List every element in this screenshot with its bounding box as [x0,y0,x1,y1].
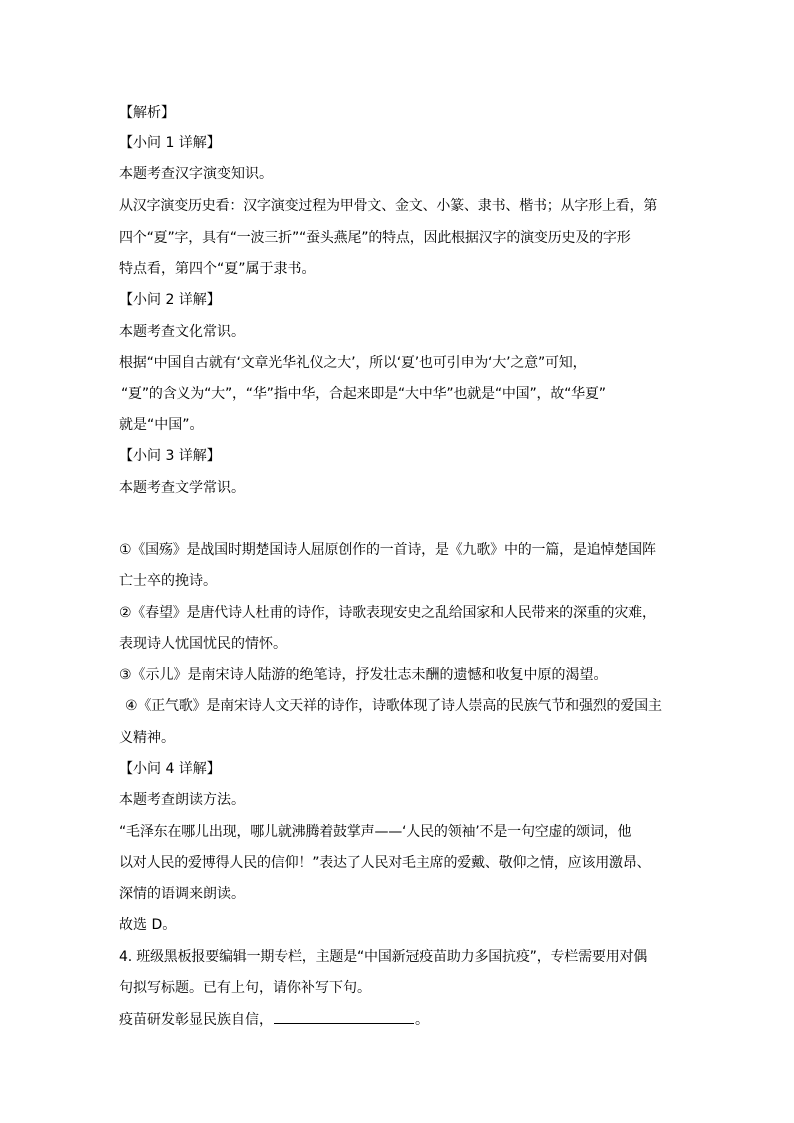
fill-in-prefix: 疫苗研发彰显民族自信， [119,1012,273,1028]
question-4-text: 句拟写标题。已有上句，请你补写下句。 [119,980,371,996]
text-line: 就是“中国”。 [119,417,204,433]
subquestion-4-heading: 【小问 4 详解】 [119,761,221,777]
text-line: 义精神。 [119,730,175,746]
text-line: 本题考查朗读方法。 [119,792,245,808]
fill-in-line [119,1009,684,1030]
fill-in-suffix: 。 [415,1012,429,1028]
text-line: 亡士卒的挽诗。 [119,573,217,589]
text-line: 表现诗人忧国忧民的情怀。 [119,636,287,652]
answer-blank[interactable] [274,1009,414,1024]
subquestion-2-heading: 【小问 2 详解】 [119,292,221,308]
text-line: 四个“夏”字，具有“一波三折”“蚕头燕尾”的特点，因此根据汉字的演变历史及的字形 [119,230,631,246]
question-4-text: 4. 班级黑板报要编辑一期专栏，主题是“中国新冠疫苗助力多国抗疫”，专栏需要用对偶 [119,949,648,965]
text-line: 特点看，第四个“夏”属于隶书。 [119,261,316,277]
text-line: “毛泽东在哪儿出现，哪儿就沸腾着鼓掌声——‘人民的领袖’不是一句空虚的颂词，他 [119,824,632,840]
text-line: “夏”的含义为“大”，“华”指中华，合起来即是“大中华”也就是“中国”，故“华夏” [121,386,606,402]
text-line: 以对人民的爱博得人民的信仰！”表达了人民对毛主席的爱戴、敬仰之情，应该用激昂、 [119,855,651,871]
text-line: ④《正气歌》是南宋诗人文天祥的诗作，诗歌体现了诗人崇高的民族气节和强烈的爱国主 [125,698,662,714]
text-line: 深情的语调来朗读。 [119,886,245,902]
text-line: 从汉字演变历史看：汉字演变过程为甲骨文、金文、小篆、隶书、楷书；从字形上看，第 [119,198,658,214]
text-line: ③《示儿》是南宋诗人陆游的绝笔诗，抒发壮志未酬的遗憾和收复中原的渴望。 [119,667,608,683]
subquestion-3-heading: 【小问 3 详解】 [119,448,221,464]
text-line: ①《国殇》是战国时期楚国诗人屈原创作的一首诗，是《九歌》中的一篇，是追悼楚国阵 [119,542,656,558]
answer-line: 故选 D。 [119,917,177,933]
text-line: 根据“中国自古就有‘文章光华礼仪之大’，所以‘夏’也可引申为‘大’之意”可知， [119,355,587,371]
subquestion-1-heading: 【小问 1 详解】 [119,135,221,151]
text-line: 本题考查汉字演变知识。 [119,166,273,182]
text-line: ②《春望》是唐代诗人杜甫的诗作，诗歌表现安史之乱给国家和人民带来的深重的灾难， [119,605,656,621]
analysis-heading: 【解析】 [119,105,175,121]
text-line: 本题考查文化常识。 [119,324,245,340]
text-line: 本题考查文学常识。 [119,480,245,496]
